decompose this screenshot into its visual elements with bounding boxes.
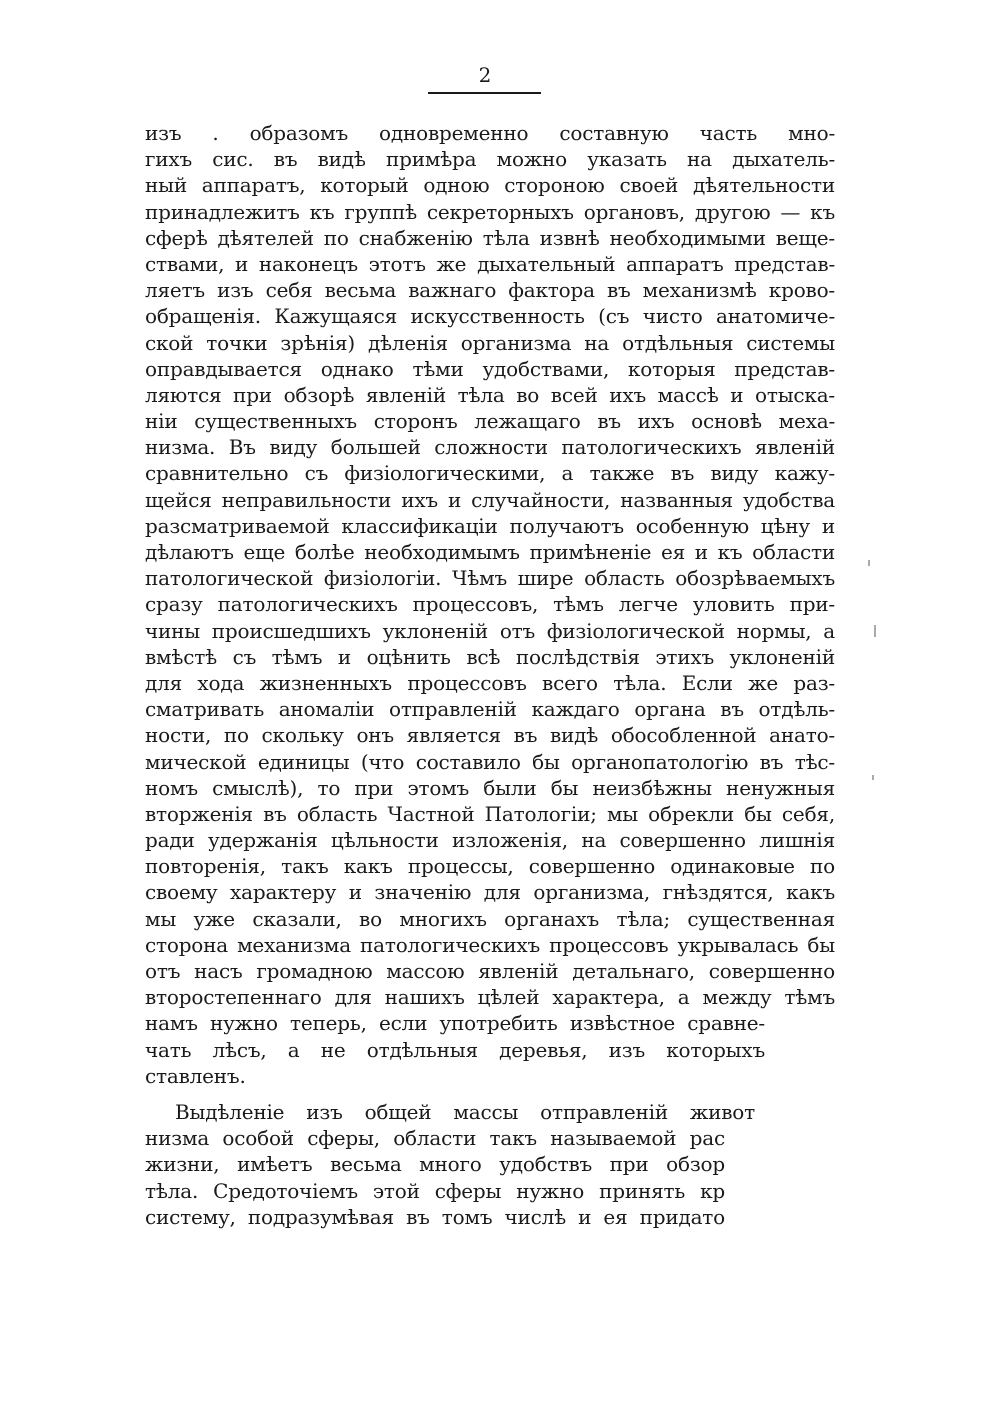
page-number-rule bbox=[428, 92, 541, 94]
text-line: второстепеннаго для нашихъ цѣлей характера, а между тѣмъ bbox=[145, 985, 835, 1010]
paragraph-gap bbox=[145, 1089, 835, 1099]
text-line: ляетъ изъ себя весьма важнаго фактора въ механизмѣ крово- bbox=[145, 278, 835, 303]
text-line: для хода жизненныхъ процессовъ всего тѣла. Если же раз- bbox=[145, 670, 835, 695]
text-line: гихъ сис. въ видѣ примѣра можно указать на дыхатель- bbox=[145, 147, 835, 172]
text-line: патологической физіологіи. Чѣмъ шире область обозрѣваемыхъ bbox=[145, 566, 835, 591]
text-line: разсматриваемой классификаціи получаютъ особенную цѣну и bbox=[145, 513, 835, 538]
page-number: 2 bbox=[478, 63, 492, 87]
text-line: низма особой сферы, области такъ называемой рас bbox=[145, 1126, 725, 1151]
text-line: низма. Въ виду большей сложности патологическихъ явленій bbox=[145, 435, 835, 460]
text-line: сравнительно съ физіологическими, а также въ виду кажу- bbox=[145, 461, 835, 486]
text-line: своему характеру и значенію для организма, гнѣздятся, какъ bbox=[145, 880, 835, 905]
text-line: номъ смыслѣ), то при этомъ были бы неизбѣжны ненужныя bbox=[145, 775, 835, 800]
text-line: намъ нужно теперь, если употребить извѣстное сравне- bbox=[145, 1011, 765, 1036]
text-line: дѣлаютъ еще болѣе необходимымъ примѣненіе ея и къ области bbox=[145, 540, 835, 564]
text-line: ный аппаратъ, который одною стороною своей дѣятельности bbox=[145, 173, 835, 198]
paragraph bbox=[145, 1099, 835, 1230]
margin-speck bbox=[874, 625, 876, 637]
text-line: изъ . образомъ одновременно составную часть мно- bbox=[145, 121, 835, 145]
text-line: Выдѣленіе изъ общей массы отправленій живот bbox=[175, 1099, 755, 1124]
margin-speck bbox=[872, 775, 874, 780]
text-line: ставленъ. bbox=[145, 1063, 246, 1088]
text-line: ляются при обзорѣ явленій тѣла во всей ихъ массѣ и отыска- bbox=[145, 382, 835, 407]
text-line: жизни, имѣетъ весьма много удобствъ при обзор bbox=[145, 1152, 725, 1177]
text-line: ради удержанія цѣльности изложенія, на совершенно лишнія bbox=[145, 828, 835, 853]
text-line: мы уже сказали, во многихъ органахъ тѣла; существенная bbox=[145, 906, 835, 931]
text-line: вторженія въ область Частной Патологіи; мы обрекли бы себя, bbox=[145, 801, 835, 826]
text-line: ности, по скольку онъ является въ видѣ обособленной анато- bbox=[145, 723, 835, 748]
text-line: сферѣ дѣятелей по снабженію тѣла извнѣ необходимыми веще- bbox=[145, 225, 835, 250]
text-line: щейся неправильности ихъ и случайности, названныя удобства bbox=[145, 487, 835, 512]
text-line: ствами, и наконецъ этотъ же дыхательный аппаратъ представ- bbox=[145, 251, 835, 276]
text-line: мической единицы (что составило бы органопатологію въ тѣс- bbox=[145, 749, 835, 774]
text-line: чины происшедшихъ уклоненій отъ физіологической нормы, а bbox=[145, 618, 835, 643]
body-text bbox=[145, 120, 835, 1230]
text-line: тѣла. Средоточіемъ этой сферы нужно принять кр bbox=[145, 1178, 725, 1203]
text-line: оправдывается однако тѣми удобствами, которыя представ- bbox=[145, 356, 835, 381]
paragraph bbox=[145, 120, 835, 1089]
text-line: повторенія, такъ какъ процессы, совершенно одинаковые по bbox=[145, 854, 835, 879]
text-line: сматривать аномаліи отправленій каждаго органа въ отдѣль- bbox=[145, 697, 835, 722]
text-line: сразу патологическихъ процессовъ, тѣмъ легче уловить при- bbox=[145, 592, 835, 617]
text-line: отъ насъ громадною массою явленій детальнаго, совершенно bbox=[145, 959, 835, 983]
text-line: принадлежитъ къ группѣ секреторныхъ органовъ, другою — къ bbox=[145, 199, 835, 224]
text-line: сторона механизма патологическихъ процессовъ укрывалась бы bbox=[145, 932, 835, 957]
text-line: обращенія. Кажущаяся искусственность (съ чисто анатомиче- bbox=[145, 304, 835, 329]
margin-speck bbox=[868, 560, 870, 566]
text-line: систему, подразумѣвая въ томъ числѣ и ея придато bbox=[145, 1204, 725, 1229]
text-line: вмѣстѣ съ тѣмъ и оцѣнить всѣ послѣдствія этихъ уклоненій bbox=[145, 644, 835, 669]
text-line: ской точки зрѣнія) дѣленія организма на отдѣльныя системы bbox=[145, 330, 835, 355]
text-line: ніи существенныхъ сторонъ лежащаго въ ихъ основѣ меха- bbox=[145, 409, 835, 434]
text-line: чать лѣсъ, а не отдѣльныя деревья, изъ которыхъ bbox=[145, 1037, 765, 1062]
